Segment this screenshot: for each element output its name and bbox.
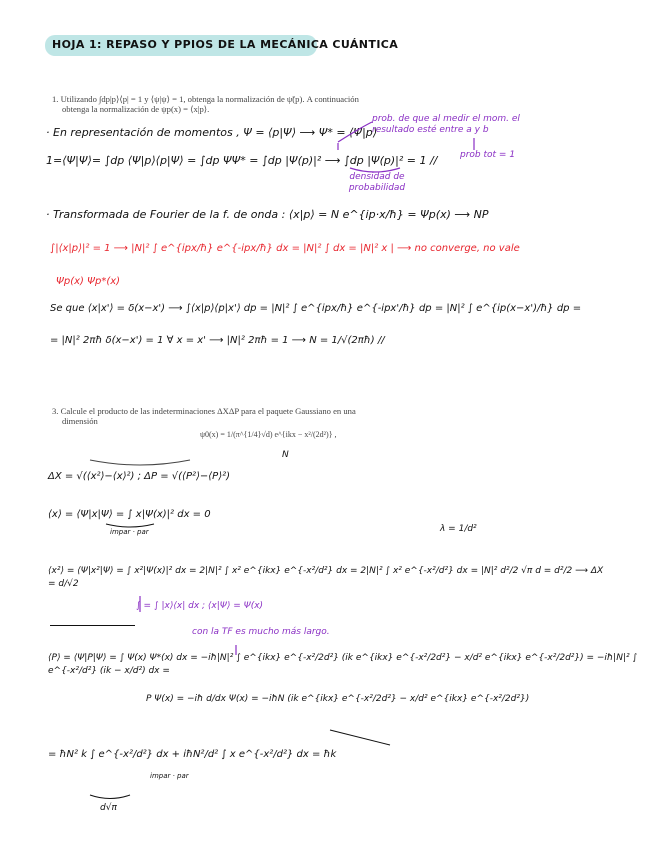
worksheet-title: HOJA 1: REPASO Y PPIOS DE LA MECÁNICA CUÁNTICA <box>52 38 399 51</box>
fourier-transform-line: · Transformada de Fourier de la f. de onda : ⟨x|p⟩ = N e^{ip·x/ħ} = Ψp(x) ⟶ NP <box>46 208 489 221</box>
gaussian-integral-value: d√π <box>100 803 117 813</box>
p-expectation-result: = ħN² k ∫ e^{-x²/d²} dx + iħN²/d² ∫ x e^{-x²/d²} dx = ħk <box>48 749 337 760</box>
problem-1-line-1: 1. Utilizando ∫dp|p⟩⟨p| = 1 y ⟨ψ|ψ⟩ = 1, obtenga la normalización de ψ̃(p). A continuación <box>52 94 359 104</box>
normalization-result: = |N|² 2πħ δ(x−x') = 1 ∀ x = x' ⟶ |N|² 2πħ = 1 ⟶ N = 1/√(2πħ) // <box>50 335 385 346</box>
fourier-remark: con la TF es mucho más largo. <box>192 627 330 637</box>
parity-labels-x: impar · par <box>110 528 149 536</box>
problem-3-line-2: dimensión <box>62 416 98 426</box>
problem-1-line-2: obtenga la normalización de ψp(x) = ⟨x|p⟩. <box>62 104 210 114</box>
section-divider <box>50 625 135 626</box>
problem-3-line-1: 3. Calcule el producto de las indeterminaciones ΔXΔP para el paquete Gaussiano en una <box>52 406 356 416</box>
uncertainty-definitions: ΔX = √(⟨x²⟩−⟨x⟩²) ; ΔP = √(⟨P²⟩−⟨P⟩²) <box>48 471 231 482</box>
parity-labels-p: impar · par <box>150 772 189 780</box>
red-psi-product: Ψp(x) Ψp*(x) <box>56 276 121 287</box>
probability-annotation: prob. de que al medir el mom. el resultado esté entre a y b <box>372 114 520 135</box>
normalization-constant-label: N <box>282 450 289 460</box>
identity-definition: ∫ = ∫ |x⟩⟨x| dx ; ⟨x|Ψ⟩ = Ψ(x) <box>136 601 264 611</box>
total-probability-note: prob tot = 1 <box>460 150 516 160</box>
probability-density-label: densidad de probabilidad <box>348 172 406 193</box>
normalization-derivation: 1=⟨Ψ|Ψ⟩= ∫dp ⟨Ψ|p⟩⟨p|Ψ⟩ = ∫dp ΨΨ* = ∫dp |Ψ(p)|² ⟶ ∫dp |Ψ(p)|² = 1 // <box>46 154 438 167</box>
lambda-definition: λ = 1/d² <box>440 524 477 534</box>
delta-normalization-line: Se que ⟨x|x'⟩ = δ(x−x') ⟶ ∫⟨x|p⟩⟨p|x'⟩ dp = |N|² ∫ e^{ipx/ħ} e^{-ipx'/ħ} dp = |N|² ∫ e^{ip(x−x')/ħ} dp = <box>50 303 582 314</box>
gaussian-packet-formula: ψ0(x) = 1/(π^{1/4}√d) e^{ikx − x²/(2d²)} , <box>200 430 337 439</box>
x-squared-expectation: ⟨x²⟩ = ⟨Ψ|x²|Ψ⟩ = ∫ x²|Ψ(x)|² dx = 2|N|² ∫ x² e^{ikx} e^{-x²/d²} dx = 2|N|² ∫ x² e^{-x²/d²} dx = |N|² d²/2 √π d = d²/2 ⟶ ΔX = d/√2 <box>48 566 604 589</box>
momentum-representation-note: · En representación de momentos , Ψ = ⟨p|Ψ⟩ ⟶ Ψ* = ⟨Ψ|p⟩ <box>46 126 378 139</box>
momentum-operator-action: P Ψ(x) = −iħ d/dx Ψ(x) = −iħN (ik e^{ikx} e^{-x²/2d²} − x/d² e^{ikx} e^{-x²/2d²}) <box>146 694 530 704</box>
p-expectation: ⟨P⟩ = ⟨Ψ|P|Ψ⟩ = ∫ Ψ(x) Ψ*(x) dx = −iħ|N|² ∫ e^{ikx} e^{-x²/2d²} (ik e^{ikx} e^{-x²/2d²} − x/d² e^{ikx} e^{-x²/2d²}) = −iħ|N|² ∫ e^{-x²/d²} (ik − x/d²) dx = <box>48 653 638 676</box>
non-convergent-attempt: ∫|⟨x|p⟩|² = 1 ⟶ |N|² ∫ e^{ipx/ħ} e^{-ipx/ħ} dx = |N|² ∫ dx = |N|² x | ⟶ no converge, no vale <box>50 243 520 254</box>
x-expectation: ⟨x⟩ = ⟨Ψ|x|Ψ⟩ = ∫ x|Ψ(x)|² dx = 0 <box>48 509 211 520</box>
